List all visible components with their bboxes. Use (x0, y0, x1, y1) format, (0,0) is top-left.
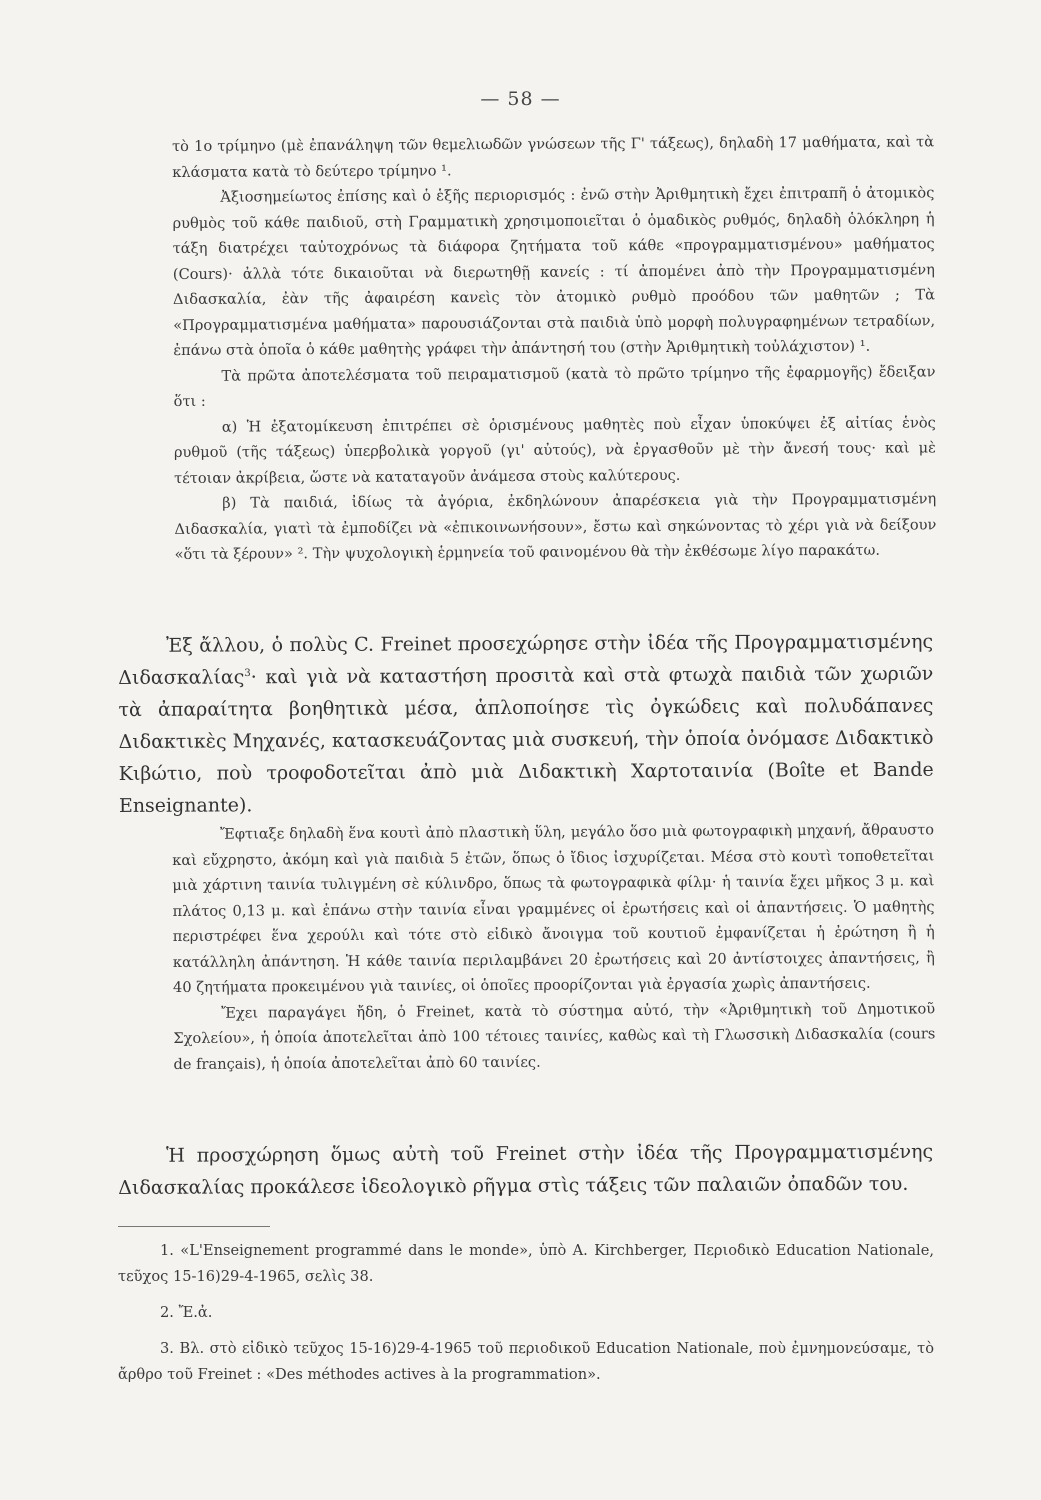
body-block-large-1 (118, 626, 934, 822)
footnotes (118, 1238, 934, 1398)
footnote-1: 1. «L'Enseignement programmé dans le monde», ὑπὸ A. Kirchberger, Περιοδικὸ Education Nationale, τεῦχος 15-16)29-4-1965, σελὶς 38. (118, 1242, 934, 1285)
body-block-small-1 (172, 129, 937, 567)
paragraph: Τὰ πρῶτα ἀποτελέσματα τοῦ πειραματισμοῦ (κατὰ τὸ πρῶτο τρίμηνο τῆς ἐφαρμογῆς) ἔδειξαν ὅτι : (173, 362, 936, 410)
list-item-a: α) Ἡ ἐξατομίκευση ἐπιτρέπει σὲ ὁρισμένους μαθητὲς ποὺ εἶχαν ὑποκύψει ἐξ αἰτίας ἑνὸς ρυθμοῦ (τῆς τάξεως) ὑπερβολικὰ γοργοῦ (γι' αὐτούς), νὰ ἐργασθοῦν μὲ τὴν ἄνεσή τους· καὶ μὲ τέτοιαν ἀκρίβεια, ὥστε νὰ καταταγοῦν ἀνάμεσα στοὺς καλύτερους. (173, 413, 936, 487)
list-item-b: β) Τὰ παιδιά, ἰδίως τὰ ἀγόρια, ἐκδηλώνουν ἀπαρέσκεια γιὰ τὴν Προγραμματισμένη Διδασκαλία, γιατὶ τὰ ἐμποδίζει νὰ «ἐπικοινωνήσουν», ἔστω καὶ σηκώνοντας τὸ χέρι γιὰ νὰ δείξουν «ὅτι τὰ ξέρουν» ². Τὴν ψυχολογικὴ ἑρμηνεία τοῦ φαινομένου θὰ τὴν ἐκθέσωμε λίγο παρακάτω. (174, 490, 937, 563)
paragraph: Ἀξιοσημείωτος ἐπίσης καὶ ὁ ἑξῆς περιορισμός : ἐνῶ στὴν Ἀριθμητικὴ ἔχει ἐπιτραπῆ ὁ ἀτομικὸς ρυθμὸς τοῦ κάθε παιδιοῦ, στὴ Γραμματικὴ χρησιμοποιεῖται ὁ ὁμαδικὸς ρυθμός, δηλαδὴ ὁλόκληρη ἡ τάξη διατρέχει ταὐτοχρόνως τὰ διάφορα ζητήματα τοῦ κάθε «προγραμματισμένου» μαθήματος (Cours)· ἀλλὰ τότε δικαιοῦται νὰ διερωτηθῇ κανείς : τί ἀπομένει ἀπὸ τὴν Προγραμματισμένη Διδασκαλία, ἐὰν τῆς ἀφαιρέση κανεὶς τὸν ἀτομικὸ ρυθμὸ προόδου τῶν μαθητῶν ; Τὰ «Προγραμματισμένα μαθήματα» παρουσιάζονται στὰ παιδιὰ ὑπὸ μορφὴ πολυγραφημένων τετραδίων, ἐπάνω στὰ ὁποῖα ὁ κάθε μαθητὴς γράφει τὴν ἀπάντησή του (στὴν Ἀριθμητικὴ τοὐλάχιστον) ¹. (172, 184, 936, 359)
body-block-large-2 (118, 1136, 933, 1204)
paragraph (118, 626, 934, 822)
text-run: Ἐξ ἄλλου, ὁ πολὺς C. Freinet προσεχώρησε στὴν ἰδέα τῆς Προγραμματισμένης Διδασκαλίας (118, 630, 934, 689)
footnote-2: 2. Ἔ.ἀ. (160, 1304, 213, 1321)
paragraph: τὸ 1ο τρίμηνο (μὲ ἐπανάληψη τῶν θεμελιωδῶν γνώσεων τῆς Γ' τάξεως), δηλαδὴ 17 μαθήματα, καὶ τὰ κλάσματα κατὰ τὸ δεύτερο τρίμηνο ¹. (172, 133, 935, 181)
page-number: — 58 — (480, 88, 561, 110)
text-run: · καὶ γιὰ νὰ καταστήση προσιτὰ καὶ στὰ φτωχὰ παιδιὰ τῶν χωριῶν τὰ ἀπαραίτητα βοηθητικὰ μέσα, ἁπλοποίησε τὶς ὀγκώδεις καὶ πολυδάπανες Διδακτικὲς Μηχανές, κατασκευάζοντας μιὰ συσκευή, τὴν ὁποία ὀνόμασε Διδακτικὸ Κιβώτιο, ποὺ τροφοδοτεῖται ἀπὸ μιὰ Διδακτικὴ Χαρτοταινία (Boîte et Bande Enseignante). (118, 662, 934, 817)
body-block-small-2 (172, 817, 936, 1077)
footnote-3: 3. Βλ. στὸ εἰδικὸ τεῦχος 15-16)29-4-1965 τοῦ περιοδικοῦ Education Nationale, ποὺ ἐμνημονεύσαμε, τὸ ἄρθρο τοῦ Freinet : «Des méthodes actives à la programmation». (118, 1340, 934, 1383)
paragraph: Ἔχει παραγάγει ἤδη, ὁ Freinet, κατὰ τὸ σύστημα αὐτό, τὴν «Ἀριθμητικὴ τοῦ Δημοτικοῦ Σχολείου», ἡ ὁποία ἀποτελεῖται ἀπὸ 100 τέτοιες ταινίες, καθὼς καὶ τὴ Γλωσσικὴ Διδασκαλία (cours de français), ἡ ὁποία ἀποτελεῖται ἀπὸ 60 ταινίες. (173, 999, 936, 1073)
footnote-ref: 3 (244, 667, 251, 680)
paragraph: Ἔφτιαξε δηλαδὴ ἕνα κουτὶ ἀπὸ πλαστικὴ ὕλη, μεγάλο ὅσο μιὰ φωτογραφικὴ μηχανή, ἄθραυστο καὶ εὔχρηστο, ἀκόμη καὶ γιὰ παιδιὰ 5 ἐτῶν, ὅπως ὁ ἴδιος ἰσχυρίζεται. Μέσα στὸ κουτὶ τοποθετεῖται μιὰ χάρτινη ταινία τυλιγμένη σὲ κύλινδρο, ὅπως τὰ φωτογραφικὰ φίλμ· ἡ ταινία ἔχει μῆκος 3 μ. καὶ πλάτος 0,13 μ. καὶ ἐπάνω στὴν ταινία εἶναι γραμμένες οἱ ἐρωτήσεις καὶ οἱ ἀπαντήσεις. Ὁ μαθητὴς περιστρέφει ἕνα χερούλι καὶ τότε στὸ εἰδικὸ ἄνοιγμα τοῦ κουτιοῦ ἐμφανίζεται ἡ ἐρώτηση ἢ ἡ κατάλληλη ἀπάντηση. Ἡ κάθε ταινία περιλαμβάνει 20 ἐρωτήσεις καὶ 20 ἀντίστοιχες ἀπαντήσεις, ἢ 40 ζητήματα προκειμένου γιὰ ταινίες, οἱ ὁποῖες προορίζονται γιὰ ἐργασία χωρὶς ἀπαντήσεις. (172, 821, 935, 996)
footnote-divider (118, 1226, 270, 1227)
paragraph: Ἡ προσχώρηση ὅμως αὐτὴ τοῦ Freinet στὴν ἰδέα τῆς Προγραμματισμένης Διδασκαλίας προκάλεσε ἰδεολογικὸ ρῆγμα στὶς τάξεις τῶν παλαιῶν ὀπαδῶν του. (118, 1140, 934, 1199)
